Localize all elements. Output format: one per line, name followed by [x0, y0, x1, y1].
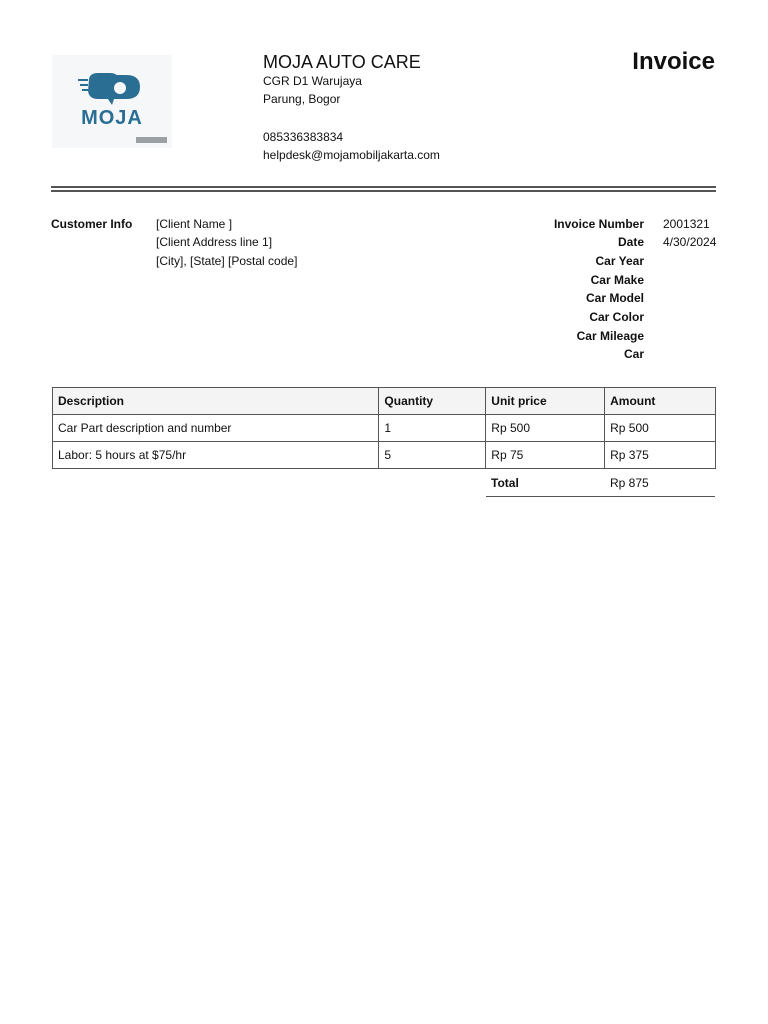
company-address-line1: CGR D1 Warujaya — [263, 74, 362, 88]
date-label: Date — [617, 235, 644, 249]
column-header-amount: Amount — [605, 388, 716, 415]
column-header-unit-price: Unit price — [486, 388, 605, 415]
row-amount: Rp 375 — [605, 442, 716, 469]
company-email[interactable]: helpdesk@mojamobiljakarta.com — [263, 148, 440, 162]
invoice-number-label: Invoice Number — [553, 217, 644, 231]
line-items-table — [52, 387, 716, 469]
row-unit-price: Rp 75 — [486, 442, 605, 469]
table-row — [53, 442, 716, 469]
table-row — [53, 415, 716, 442]
column-header-description: Description — [53, 388, 379, 415]
document-title: Invoice — [632, 48, 715, 75]
company-logo — [52, 55, 172, 148]
header-divider-bottom — [51, 190, 716, 192]
company-address-line2: Parung, Bogor — [263, 92, 341, 106]
total-value: Rp 875 — [610, 476, 649, 490]
column-header-quantity: Quantity — [379, 388, 486, 415]
row-description: Labor: 5 hours at $75/hr — [53, 442, 379, 469]
row-amount: Rp 500 — [605, 415, 716, 442]
car-make-label: Car Make — [590, 273, 644, 287]
date-value: 4/30/2024 — [663, 235, 717, 249]
customer-city-line: [City], [State] [Postal code] — [156, 254, 298, 268]
logo-tag — [136, 137, 167, 143]
company-name: MOJA AUTO CARE — [263, 52, 421, 72]
car-color-label: Car Color — [589, 310, 644, 324]
total-label: Total — [491, 476, 519, 490]
row-unit-price: Rp 500 — [486, 415, 605, 442]
car-model-label: Car Model — [585, 291, 644, 305]
table-header-row — [53, 388, 716, 415]
row-description: Car Part description and number — [53, 415, 379, 442]
customer-info-label: Customer Info — [51, 217, 133, 231]
total-underline — [486, 496, 715, 497]
car-year-label: Car Year — [595, 254, 644, 268]
logo-mark-icon — [52, 55, 172, 107]
header-divider-top — [51, 186, 716, 188]
invoice-number-value: 2001321 — [663, 217, 710, 231]
company-phone: 085336383834 — [263, 130, 344, 144]
car-mileage-label: Car Mileage — [576, 329, 644, 343]
row-quantity: 5 — [379, 442, 486, 469]
customer-name: [Client Name ] — [156, 217, 233, 231]
logo-wordmark: MOJA — [81, 107, 143, 129]
customer-address: [Client Address line 1] — [156, 235, 273, 249]
row-quantity: 1 — [379, 415, 486, 442]
car-label: Car — [623, 347, 644, 361]
